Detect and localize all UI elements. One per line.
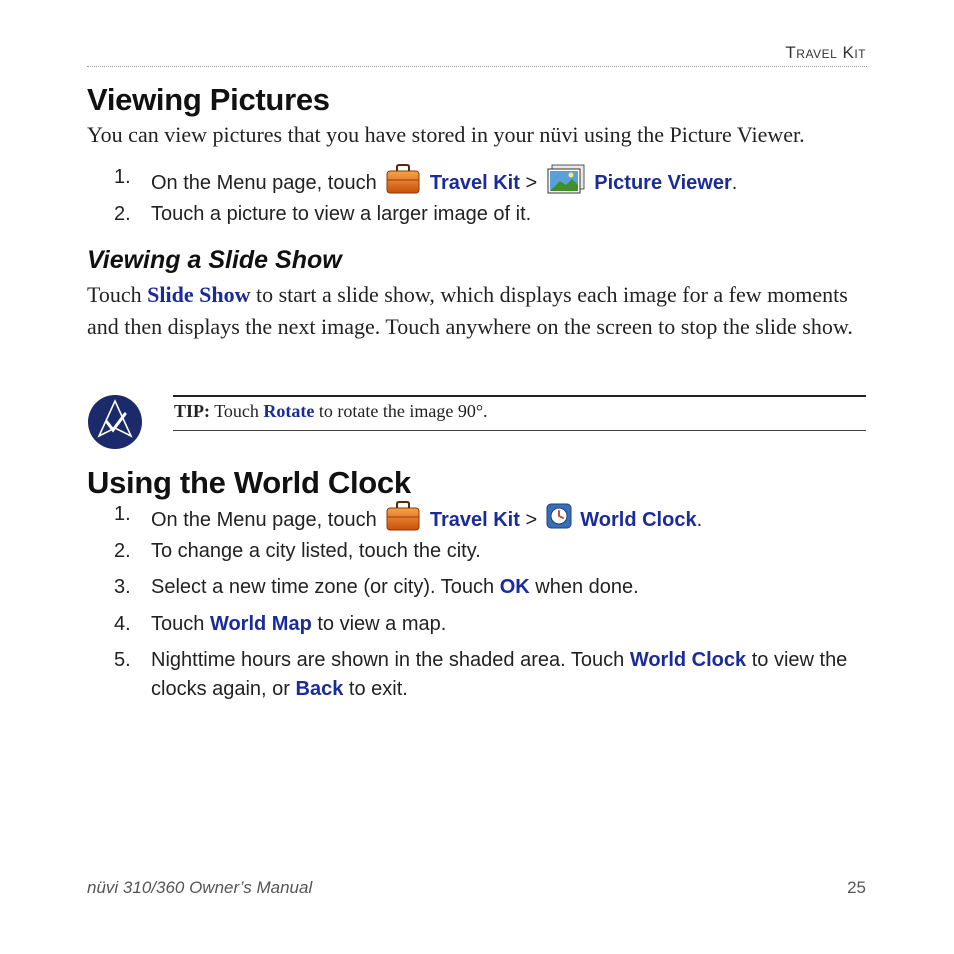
list-item bbox=[114, 500, 874, 541]
list-item bbox=[114, 200, 874, 229]
step-text: Touch a picture to view a larger image of it. bbox=[151, 203, 532, 225]
section-title-world-clock: Using the World Clock bbox=[87, 465, 411, 500]
rotate-link[interactable]: Rotate bbox=[263, 401, 315, 421]
briefcase-icon bbox=[385, 163, 421, 204]
step-number: 1. bbox=[114, 503, 131, 525]
briefcase-icon bbox=[385, 500, 421, 541]
breadcrumb-separator: > bbox=[525, 171, 538, 194]
step-text: Touch bbox=[151, 613, 205, 635]
back-link[interactable]: Back bbox=[295, 678, 344, 700]
step-text: On the Menu page, touch bbox=[151, 171, 377, 194]
step-number: 4. bbox=[114, 613, 131, 635]
tip-text bbox=[174, 401, 488, 422]
world-clock-icon bbox=[546, 503, 572, 538]
step-number: 2. bbox=[114, 540, 131, 562]
tip-box bbox=[173, 395, 866, 431]
step-number: 5. bbox=[114, 649, 131, 671]
ok-link[interactable]: OK bbox=[499, 576, 530, 598]
tip-text-start: Touch bbox=[214, 401, 259, 421]
page-number: 25 bbox=[847, 878, 866, 897]
subsection-title-slide-show: Viewing a Slide Show bbox=[87, 246, 342, 274]
list-item bbox=[114, 163, 874, 204]
travel-kit-link[interactable]: Travel Kit bbox=[429, 508, 520, 531]
step-number: 1. bbox=[114, 166, 131, 188]
world-clock-link[interactable]: World Clock bbox=[629, 649, 747, 671]
slide-show-link[interactable]: Slide Show bbox=[147, 282, 251, 307]
step-number: 2. bbox=[114, 203, 131, 225]
list-item bbox=[114, 573, 874, 602]
list-item bbox=[114, 610, 874, 639]
picture-viewer-link[interactable]: Picture Viewer bbox=[594, 171, 732, 194]
travel-kit-link[interactable]: Travel Kit bbox=[429, 171, 520, 194]
section-title-viewing-pictures: Viewing Pictures bbox=[87, 82, 330, 117]
step-text-end: to exit. bbox=[348, 678, 408, 700]
intro-paragraph: You can view pictures that you have stored in your nüvi using the Picture Viewer. bbox=[87, 122, 805, 147]
tip-compass-icon bbox=[87, 394, 143, 450]
step-text: Select a new time zone (or city). Touch bbox=[151, 576, 495, 598]
step-text-end: to view a map. bbox=[317, 613, 447, 635]
world-clock-link[interactable]: World Clock bbox=[580, 508, 697, 531]
tip-text-end: to rotate the image 90°. bbox=[318, 401, 488, 421]
footer-manual-title: nüvi 310/360 Owner’s Manual bbox=[87, 878, 313, 897]
picture-viewer-icon bbox=[546, 163, 586, 204]
paragraph-text: to start a slide show, which displays each image for a few moments and then displays the next image. Touch anywhere on the screen to stop the slide show. bbox=[87, 282, 853, 339]
list-item bbox=[114, 537, 874, 566]
header-divider bbox=[87, 66, 867, 67]
step-text-end: when done. bbox=[535, 576, 639, 598]
list-item bbox=[114, 646, 874, 704]
step-text-mid: to view the clocks again, or bbox=[151, 649, 848, 700]
step-text: On the Menu page, touch bbox=[151, 508, 377, 531]
step-text: To change a city listed, touch the city. bbox=[151, 540, 481, 562]
paragraph-text: Touch bbox=[87, 282, 142, 307]
step-text-end: . bbox=[696, 508, 703, 531]
breadcrumb-separator: > bbox=[525, 508, 538, 531]
world-map-link[interactable]: World Map bbox=[209, 613, 312, 635]
step-number: 3. bbox=[114, 576, 131, 598]
slide-show-paragraph bbox=[87, 279, 877, 343]
step-text: Nighttime hours are shown in the shaded area. Touch bbox=[151, 649, 625, 671]
step-text-end: . bbox=[731, 171, 738, 194]
running-head: Travel Kit bbox=[785, 43, 866, 62]
tip-label: TIP: bbox=[174, 401, 210, 421]
